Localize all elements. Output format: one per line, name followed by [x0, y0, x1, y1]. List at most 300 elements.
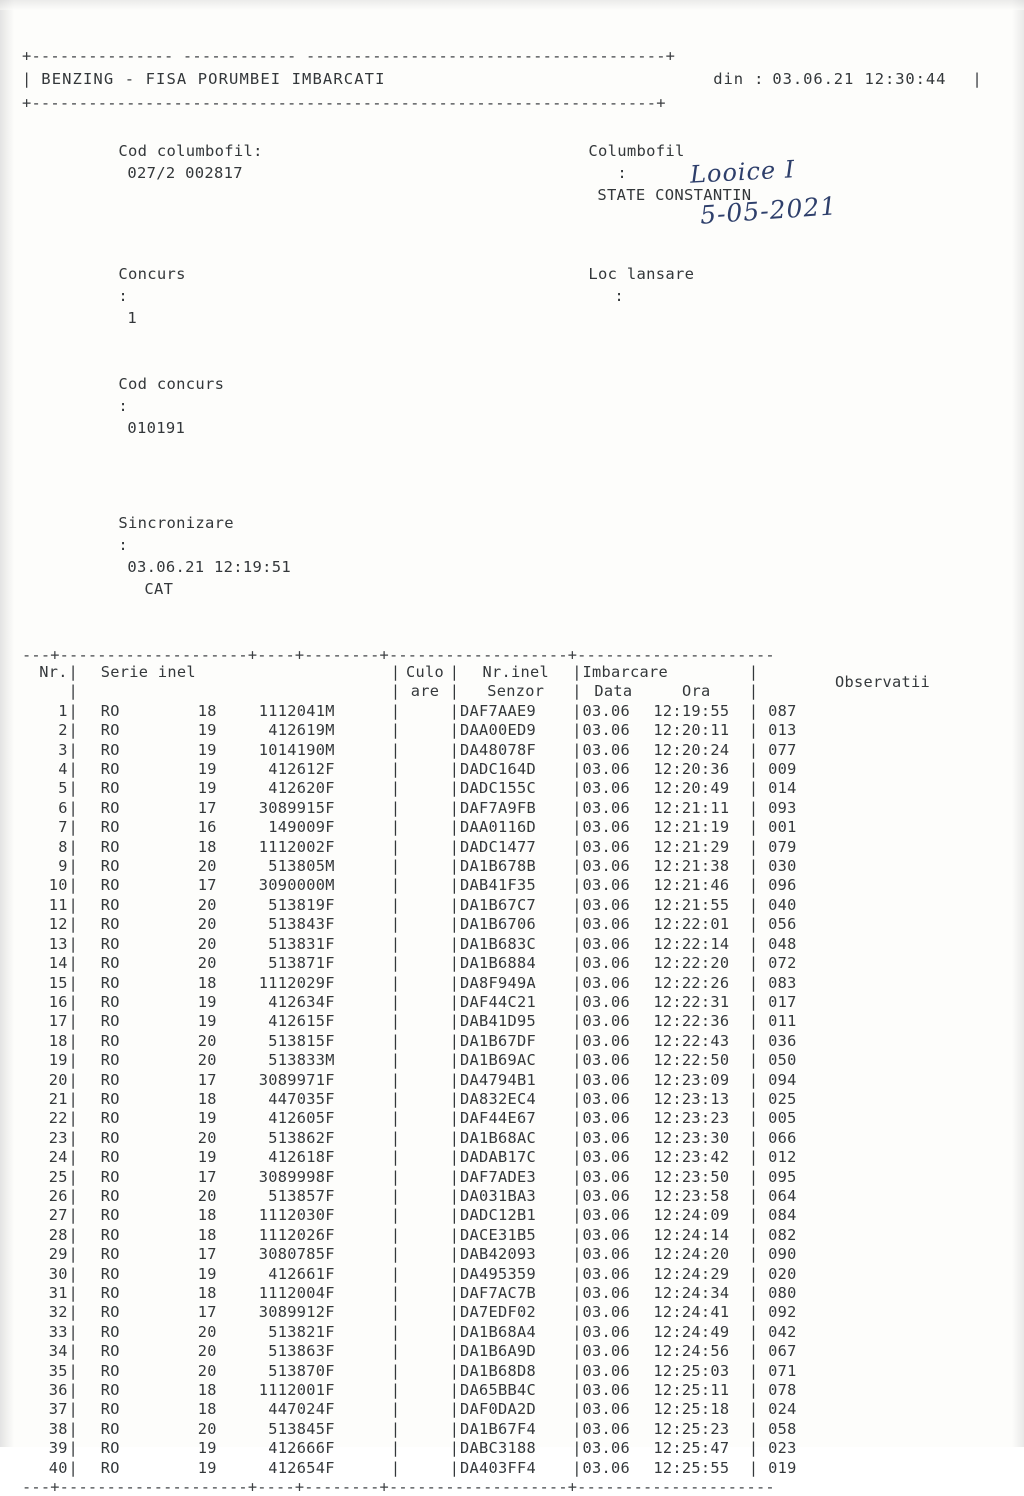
row-index: 28	[48, 1225, 68, 1244]
row-sep-3: |	[449, 1051, 460, 1070]
row-imbarcare-ora: 12:24:09	[653, 1206, 730, 1225]
row-imbarcare-data: 03.06	[582, 1264, 631, 1283]
row-imbarcare-ora: 12:24:41	[653, 1303, 730, 1322]
row-observatii: 092	[768, 1303, 797, 1322]
row-imbarcare-data: 03.06	[582, 740, 631, 759]
row-sep-3: |	[449, 1148, 460, 1167]
row-imbarcare-data: 03.06	[582, 1284, 631, 1302]
row-culoare	[401, 1148, 449, 1167]
row-serie-inel	[79, 1439, 390, 1458]
row-country-code: RO	[100, 1284, 120, 1302]
sincronizare-group	[22, 490, 492, 622]
row-sep-4: |	[572, 934, 582, 953]
row-country-code: RO	[100, 1225, 120, 1244]
table-row	[22, 1420, 982, 1439]
row-sep-2: |	[390, 934, 401, 953]
sincronizare-label: Sincronizare	[118, 514, 234, 532]
row-index: 39	[48, 1439, 68, 1458]
row-sep-2: |	[390, 798, 401, 817]
table-row	[22, 838, 982, 857]
row-sep-5: |	[748, 915, 759, 934]
row-serie-inel	[79, 1051, 390, 1070]
row-sep-5: |	[748, 1361, 759, 1380]
row-imbarcare-ora: 12:23:09	[653, 1070, 730, 1089]
row-sep-3: |	[449, 973, 460, 992]
row-index: 15	[48, 973, 68, 992]
row-ring-number: 513863F	[268, 1342, 335, 1361]
row-senzor: DADC1477	[459, 837, 537, 856]
row-senzor: DADC164D	[459, 760, 537, 779]
row-observatii: 071	[768, 1361, 797, 1380]
table-bottom-rule: ---+--------------------+----+--------+-------------------+---------------------	[22, 1478, 775, 1496]
row-index: 12	[48, 915, 68, 934]
row-sep-1: |	[68, 973, 79, 992]
row-sep-4: |	[572, 1089, 582, 1108]
row-country-code: RO	[100, 954, 120, 973]
row-culoare	[401, 1245, 449, 1264]
row-sep-1: |	[68, 895, 79, 914]
row-year-code: 20	[197, 895, 217, 914]
row-sep-4: |	[572, 895, 582, 914]
row-ring-number: 412619M	[268, 721, 335, 740]
row-country-code: RO	[100, 895, 120, 914]
row-index: 38	[48, 1419, 68, 1438]
col-header-nr-inel-line1: Nr.inel	[482, 663, 550, 681]
row-senzor: DABC3188	[459, 1439, 537, 1458]
row-sep-4: |	[572, 1051, 582, 1070]
row-sep-5: |	[748, 740, 759, 759]
row-ring-number: 513870F	[268, 1361, 335, 1380]
row-sep-4: |	[572, 1245, 582, 1264]
row-senzor: DAF44E67	[459, 1109, 537, 1128]
row-serie-inel	[79, 974, 390, 993]
row-senzor: DA1B6706	[459, 915, 537, 934]
row-sep-4: |	[572, 1031, 582, 1050]
row-sep-1: |	[68, 1381, 79, 1400]
row-culoare	[401, 760, 449, 779]
row-serie-inel	[79, 838, 390, 857]
row-sep-1: |	[68, 1361, 79, 1380]
row-sep-2: |	[390, 1419, 401, 1438]
scan-edge-right	[1012, 0, 1024, 1447]
row-year-code: 17	[197, 798, 217, 817]
row-sep-1: |	[68, 1245, 79, 1264]
row-sep-3: |	[449, 1012, 460, 1031]
row-country-code: RO	[100, 857, 120, 876]
print-date-value: 03.06.21 12:30:44	[772, 70, 947, 88]
row-sep-3: |	[449, 1303, 460, 1322]
row-index: 9	[58, 857, 68, 876]
row-year-code: 20	[197, 915, 217, 934]
row-sep-1: |	[68, 1186, 79, 1205]
pigeon-table	[22, 663, 982, 1478]
row-index: 29	[48, 1245, 68, 1264]
row-sep-4: |	[572, 779, 582, 798]
table-row	[22, 1187, 982, 1206]
row-year-code: 17	[197, 1167, 217, 1186]
pigeon-table-body	[22, 702, 982, 1478]
table-row	[22, 915, 982, 934]
row-sep-1: |	[68, 934, 79, 953]
row-sep-5: |	[748, 721, 759, 740]
row-sep-4: |	[572, 857, 582, 876]
concurs-separator: :	[118, 287, 128, 305]
row-sep-1: |	[68, 876, 79, 895]
row-serie-inel	[79, 1459, 390, 1478]
table-row	[22, 1168, 982, 1187]
row-senzor: DADC12B1	[459, 1206, 537, 1225]
row-imbarcare-ora: 12:24:34	[653, 1284, 730, 1302]
row-index: 33	[48, 1322, 68, 1341]
loc-lansare-label: Loc lansare	[588, 265, 695, 283]
row-observatii: 001	[768, 818, 797, 837]
row-observatii: 087	[768, 701, 797, 720]
top-border-rule: +--------------- ------------ --------------------------------------+	[22, 47, 676, 65]
row-sep-3: |	[449, 1128, 460, 1147]
row-culoare	[401, 818, 449, 837]
row-observatii: 056	[768, 915, 797, 934]
row-culoare	[401, 1362, 449, 1381]
row-index: 30	[48, 1264, 68, 1283]
row-observatii: 066	[768, 1128, 797, 1147]
row-senzor: DAF0DA2D	[459, 1400, 537, 1419]
cod-concurs-label: Cod concurs	[118, 375, 225, 393]
row-sep-5: |	[748, 1089, 759, 1108]
row-senzor: DA7EDF02	[459, 1303, 537, 1322]
row-ring-number: 412634F	[268, 992, 335, 1011]
row-serie-inel	[79, 1381, 390, 1400]
row-country-code: RO	[100, 876, 120, 895]
table-row	[22, 1148, 982, 1167]
row-serie-inel	[79, 954, 390, 973]
row-sep-5: |	[748, 1264, 759, 1283]
row-sep-1: |	[68, 1458, 79, 1477]
row-country-code: RO	[100, 837, 120, 856]
row-imbarcare-ora: 12:25:18	[653, 1400, 730, 1419]
row-sep-2: |	[390, 992, 401, 1011]
row-imbarcare-ora: 12:22:50	[653, 1051, 730, 1070]
row-sep-1: |	[68, 1400, 79, 1419]
row-sep-2: |	[390, 1186, 401, 1205]
row-imbarcare-data: 03.06	[582, 1225, 631, 1244]
row-senzor: DA1B69AC	[459, 1051, 537, 1070]
row-sep-3: |	[449, 721, 460, 740]
row-sep-2: |	[390, 1303, 401, 1322]
row-sep-4: |	[572, 837, 582, 856]
row-country-code: RO	[100, 1400, 120, 1419]
row-ring-number: 149009F	[268, 818, 335, 837]
row-senzor: DAB41D95	[459, 1012, 537, 1031]
row-imbarcare-ora: 12:19:55	[653, 701, 730, 720]
pigeon-table-wrap	[22, 648, 982, 1495]
row-country-code: RO	[100, 760, 120, 779]
row-sep-1: |	[68, 1089, 79, 1108]
row-observatii: 090	[768, 1245, 797, 1264]
table-row	[22, 974, 982, 993]
row-observatii: 012	[768, 1148, 797, 1167]
row-country-code: RO	[100, 1051, 120, 1070]
row-senzor: DA1B678B	[459, 857, 537, 876]
table-row	[22, 760, 982, 779]
row-sep-4: |	[572, 1186, 582, 1205]
meta-block	[22, 118, 982, 622]
row-culoare	[401, 1090, 449, 1109]
row-imbarcare-data: 03.06	[582, 1167, 631, 1186]
row-sep-3: |	[449, 1381, 460, 1400]
row-sep-4: |	[572, 1381, 582, 1400]
row-sep-1: |	[68, 1303, 79, 1322]
table-row	[22, 1265, 982, 1284]
row-serie-inel	[79, 1226, 390, 1245]
row-serie-inel	[79, 1245, 390, 1264]
row-sep-4: |	[572, 1361, 582, 1380]
col-sep-5: |	[748, 663, 759, 681]
row-serie-inel	[79, 1148, 390, 1167]
row-sep-1: |	[68, 1225, 79, 1244]
row-imbarcare-data: 03.06	[582, 1322, 631, 1341]
row-sep-5: |	[748, 1070, 759, 1089]
row-culoare	[401, 896, 449, 915]
meta-row-concurs	[22, 241, 982, 351]
row-serie-inel	[79, 1032, 390, 1051]
row-culoare	[401, 1109, 449, 1128]
row-ring-number: 447035F	[268, 1089, 335, 1108]
row-sep-2: |	[390, 1245, 401, 1264]
row-sep-4: |	[572, 1400, 582, 1419]
row-sep-3: |	[449, 701, 460, 720]
col-header-nr: Nr.	[39, 663, 68, 681]
row-culoare	[401, 857, 449, 876]
row-sep-1: |	[68, 1419, 79, 1438]
row-sep-2: |	[390, 1031, 401, 1050]
row-sep-2: |	[390, 1089, 401, 1108]
row-sep-4: |	[572, 818, 582, 837]
left-border-bar: |	[22, 70, 42, 88]
table-row	[22, 1400, 982, 1419]
row-sep-5: |	[748, 992, 759, 1011]
row-index: 1	[58, 701, 68, 720]
row-imbarcare-data: 03.06	[582, 1400, 631, 1419]
table-row	[22, 702, 982, 721]
row-sep-1: |	[68, 915, 79, 934]
row-culoare	[401, 1284, 449, 1303]
loc-lansare-group	[492, 241, 694, 351]
row-serie-inel	[79, 1362, 390, 1381]
row-imbarcare-ora: 12:23:42	[653, 1148, 730, 1167]
row-imbarcare-data: 03.06	[582, 1245, 631, 1264]
row-imbarcare-data: 03.06	[582, 1303, 631, 1322]
row-year-code: 18	[197, 1381, 217, 1400]
row-sep-2: |	[390, 1206, 401, 1225]
row-culoare	[401, 935, 449, 954]
row-imbarcare-ora: 12:23:50	[653, 1167, 730, 1186]
row-senzor: DA495359	[459, 1264, 537, 1283]
row-serie-inel	[79, 1187, 390, 1206]
row-culoare	[401, 1400, 449, 1419]
col-header-nr-blank	[22, 682, 68, 701]
row-ring-number: 447024F	[268, 1400, 335, 1419]
row-ring-number: 3090000M	[258, 876, 335, 895]
scan-edge-left	[0, 0, 14, 1447]
row-imbarcare-ora: 12:22:31	[653, 992, 730, 1011]
row-sep-3: |	[449, 1342, 460, 1361]
loc-lansare-separator: :	[614, 287, 624, 305]
row-imbarcare-data: 03.06	[582, 1109, 631, 1128]
row-sep-4: |	[572, 701, 582, 720]
row-observatii: 019	[768, 1458, 797, 1477]
row-sep-4: |	[572, 992, 582, 1011]
col-header-nr-inel-line2: Senzor	[487, 682, 545, 701]
table-row	[22, 799, 982, 818]
row-year-code: 19	[197, 1458, 217, 1477]
col-sep-9: |	[572, 682, 582, 701]
row-sep-5: |	[748, 1342, 759, 1361]
row-year-code: 17	[197, 1303, 217, 1322]
row-serie-inel	[79, 1090, 390, 1109]
row-senzor: DA832EC4	[459, 1089, 537, 1108]
table-row	[22, 1206, 982, 1225]
row-senzor: DA1B68AC	[459, 1128, 537, 1147]
row-sep-4: |	[572, 760, 582, 779]
row-observatii: 067	[768, 1342, 797, 1361]
row-culoare	[401, 1071, 449, 1090]
row-sep-1: |	[68, 740, 79, 759]
row-sep-5: |	[748, 1381, 759, 1400]
row-senzor: DAF7AAE9	[459, 701, 537, 720]
row-sep-5: |	[748, 760, 759, 779]
row-observatii: 030	[768, 857, 797, 876]
row-sep-5: |	[748, 1031, 759, 1050]
row-sep-3: |	[449, 798, 460, 817]
row-sep-1: |	[68, 798, 79, 817]
row-serie-inel	[79, 915, 390, 934]
row-serie-inel	[79, 1400, 390, 1419]
row-sep-5: |	[748, 1186, 759, 1205]
row-sep-2: |	[390, 857, 401, 876]
row-country-code: RO	[100, 1206, 120, 1225]
right-border-bar: |	[972, 70, 982, 88]
col-header-culoare-line2: are	[410, 682, 440, 701]
row-culoare	[401, 1439, 449, 1458]
row-sep-4: |	[572, 1225, 582, 1244]
row-sep-5: |	[748, 1303, 759, 1322]
row-observatii: 009	[768, 760, 797, 779]
row-sep-5: |	[748, 1458, 759, 1477]
row-sep-5: |	[748, 895, 759, 914]
table-row	[22, 896, 982, 915]
row-sep-3: |	[449, 934, 460, 953]
row-sep-1: |	[68, 1109, 79, 1128]
row-sep-2: |	[390, 818, 401, 837]
row-sep-2: |	[390, 837, 401, 856]
col-header-ora: Ora	[681, 682, 711, 701]
meta-row-cod-concurs	[22, 351, 982, 461]
row-sep-1: |	[68, 1167, 79, 1186]
table-row	[22, 1090, 982, 1109]
row-observatii: 014	[768, 779, 797, 798]
row-ring-number: 513843F	[268, 915, 335, 934]
row-imbarcare-ora: 12:24:56	[653, 1342, 730, 1361]
row-observatii: 079	[768, 837, 797, 856]
row-imbarcare-data: 03.06	[582, 954, 631, 973]
row-sep-2: |	[390, 1264, 401, 1283]
row-sep-1: |	[68, 779, 79, 798]
row-observatii: 084	[768, 1206, 797, 1225]
row-imbarcare-ora: 12:22:36	[653, 1012, 730, 1031]
row-ring-number: 513871F	[268, 954, 335, 973]
row-imbarcare-ora: 12:22:01	[653, 915, 730, 934]
row-sep-1: |	[68, 992, 79, 1011]
row-country-code: RO	[100, 1419, 120, 1438]
row-senzor: DAF7ADE3	[459, 1167, 537, 1186]
row-ring-number: 1014190M	[258, 740, 335, 759]
row-observatii: 077	[768, 740, 797, 759]
row-country-code: RO	[100, 701, 120, 720]
row-observatii: 040	[768, 895, 797, 914]
row-sep-2: |	[390, 1400, 401, 1419]
row-sep-4: |	[572, 954, 582, 973]
row-imbarcare-ora: 12:25:23	[653, 1419, 730, 1438]
row-sep-2: |	[390, 779, 401, 798]
row-culoare	[401, 702, 449, 721]
row-observatii: 036	[768, 1031, 797, 1050]
table-row	[22, 779, 982, 798]
row-sep-2: |	[390, 1361, 401, 1380]
row-sep-5: |	[748, 857, 759, 876]
row-imbarcare-data: 03.06	[582, 934, 631, 953]
row-imbarcare-ora: 12:20:24	[653, 740, 730, 759]
row-sep-4: |	[572, 915, 582, 934]
table-row	[22, 1245, 982, 1264]
row-imbarcare-ora: 12:25:55	[653, 1458, 730, 1477]
row-imbarcare-data: 03.06	[582, 1186, 631, 1205]
row-index: 19	[48, 1051, 68, 1070]
row-sep-1: |	[68, 1128, 79, 1147]
row-index: 5	[58, 779, 68, 798]
row-sep-5: |	[748, 1400, 759, 1419]
row-index: 26	[48, 1186, 68, 1205]
col-sep-4: |	[572, 663, 582, 681]
row-index: 24	[48, 1148, 68, 1167]
table-row	[22, 1303, 982, 1322]
row-year-code: 20	[197, 1128, 217, 1147]
sincronizare-separator: :	[118, 536, 128, 554]
row-observatii: 083	[768, 973, 797, 992]
table-row	[22, 954, 982, 973]
row-imbarcare-ora: 12:21:19	[653, 818, 730, 837]
handwritten-loc-lansare: Looice I	[689, 155, 796, 189]
row-sep-1: |	[68, 1206, 79, 1225]
row-imbarcare-ora: 12:23:13	[653, 1089, 730, 1108]
row-imbarcare-ora: 12:20:36	[653, 760, 730, 779]
row-sep-2: |	[390, 876, 401, 895]
row-ring-number: 513833M	[268, 1051, 335, 1070]
col-header-serie-inel: Serie inel	[100, 663, 196, 681]
row-observatii: 096	[768, 876, 797, 895]
row-sep-1: |	[68, 1439, 79, 1458]
row-sep-3: |	[449, 818, 460, 837]
row-sep-3: |	[449, 779, 460, 798]
row-country-code: RO	[100, 1342, 120, 1361]
row-serie-inel	[79, 1071, 390, 1090]
row-index: 4	[58, 760, 68, 779]
row-sep-2: |	[390, 895, 401, 914]
table-row	[22, 1459, 982, 1478]
row-senzor: DA1B68D8	[459, 1361, 537, 1380]
row-ring-number: 3089915F	[258, 798, 335, 817]
row-index: 32	[48, 1303, 68, 1322]
row-culoare	[401, 1012, 449, 1031]
